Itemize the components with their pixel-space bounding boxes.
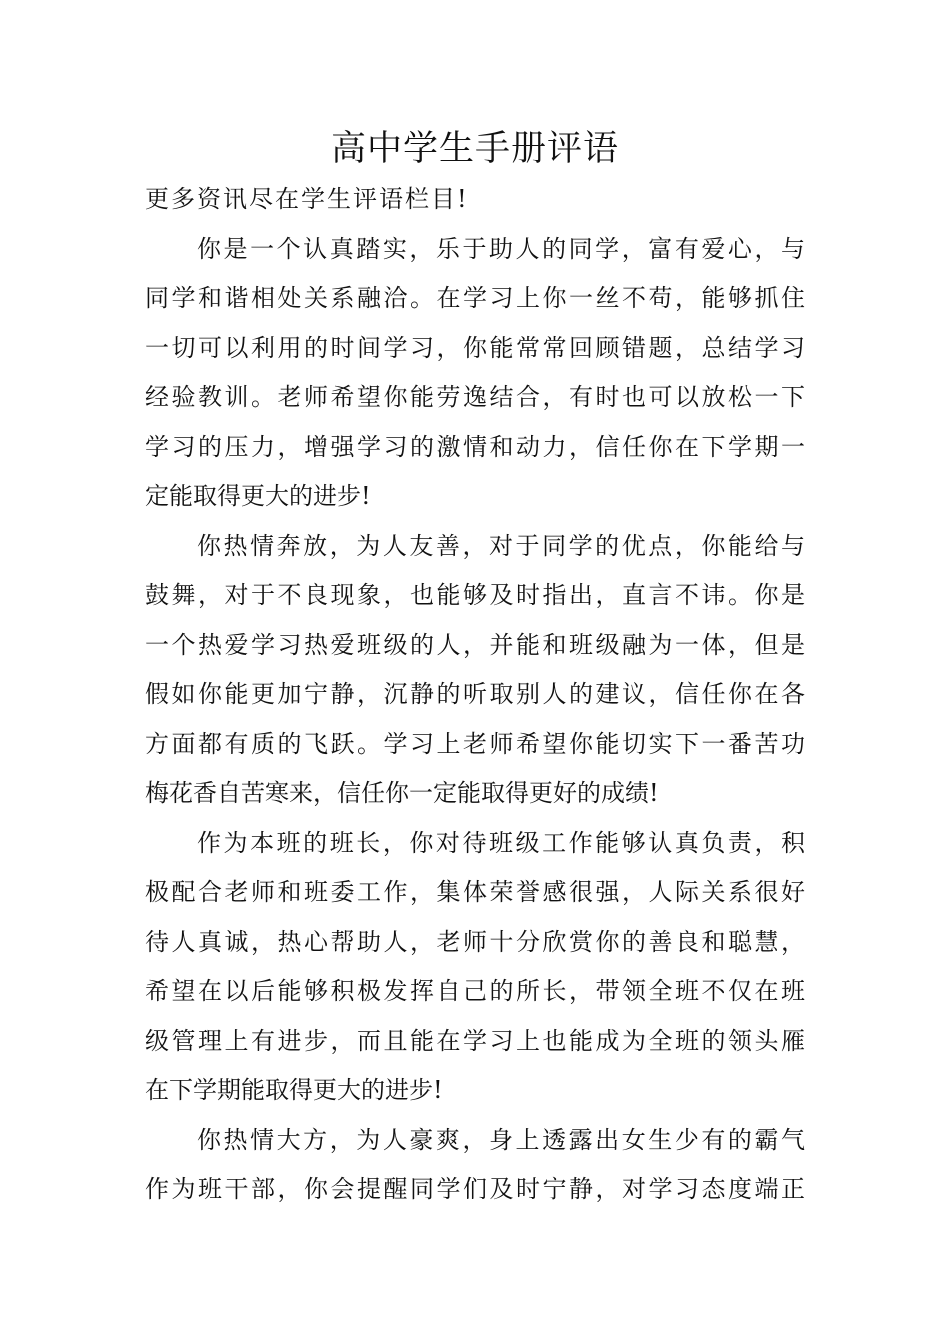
paragraph-line: 你热情奔放，为人友善，对于同学的优点，你能给与 <box>197 531 805 560</box>
paragraph-line: 一个热爱学习热爱班级的人，并能和班级融为一体，但是 <box>145 630 805 659</box>
paragraph-line: 经验教训。老师希望你能劳逸结合，有时也可以放松一下 <box>145 383 805 411</box>
paragraph-line: 同学和谐相处关系融洽。在学习上你一丝不苟，能够抓住 <box>145 284 805 312</box>
paragraph-1 <box>145 225 805 522</box>
paragraph-line: 你是一个认真踏实，乐于助人的同学，富有爱心，与 <box>197 234 805 263</box>
page-title: 高中学生手册评语 <box>330 129 619 169</box>
paragraph-3 <box>145 819 805 1116</box>
intro-line: 更多资讯尽在学生评语栏目! <box>145 185 469 213</box>
paragraph-line: 极配合老师和班委工作，集体荣誉感很强，人际关系很好 <box>145 878 805 906</box>
paragraph-line: 级管理上有进步，而且能在学习上也能成为全班的领头雁 <box>145 1026 805 1055</box>
paragraph-line: 作为班干部，你会提醒同学们及时宁静，对学习态度端正 <box>145 1175 805 1203</box>
paragraph-line: 一切可以利用的时间学习，你能常常回顾错题，总结学习 <box>145 333 805 362</box>
paragraph-line: 在下学期能取得更大的进步! <box>145 1076 443 1104</box>
paragraph-line: 鼓舞，对于不良现象，也能够及时指出，直言不讳。你是 <box>145 581 805 609</box>
paragraph-line: 待人真诚，热心帮助人，老师十分欣赏你的善良和聪慧， <box>145 927 805 956</box>
paragraph-4 <box>145 1116 805 1215</box>
document-body <box>145 175 805 1215</box>
paragraph-line: 方面都有质的飞跃。学习上老师希望你能切实下一番苦功 <box>145 729 805 758</box>
paragraph-line: 学习的压力，增强学习的激情和动力，信任你在下学期一 <box>145 432 805 461</box>
paragraph-line: 作为本班的班长，你对待班级工作能够认真负责，积 <box>197 828 805 857</box>
paragraph-line: 定能取得更大的进步! <box>145 482 371 510</box>
paragraph-line: 你热情大方，为人豪爽，身上透露出女生少有的霸气 <box>197 1125 805 1154</box>
paragraph-line: 假如你能更加宁静，沉静的听取别人的建议，信任你在各 <box>145 680 805 708</box>
paragraph-line: 梅花香自苦寒来，信任你一定能取得更好的成绩! <box>145 779 659 807</box>
paragraph-line: 希望在以后能够积极发挥自己的所长，带领全班不仅在班 <box>145 977 805 1005</box>
paragraph-2 <box>145 522 805 819</box>
